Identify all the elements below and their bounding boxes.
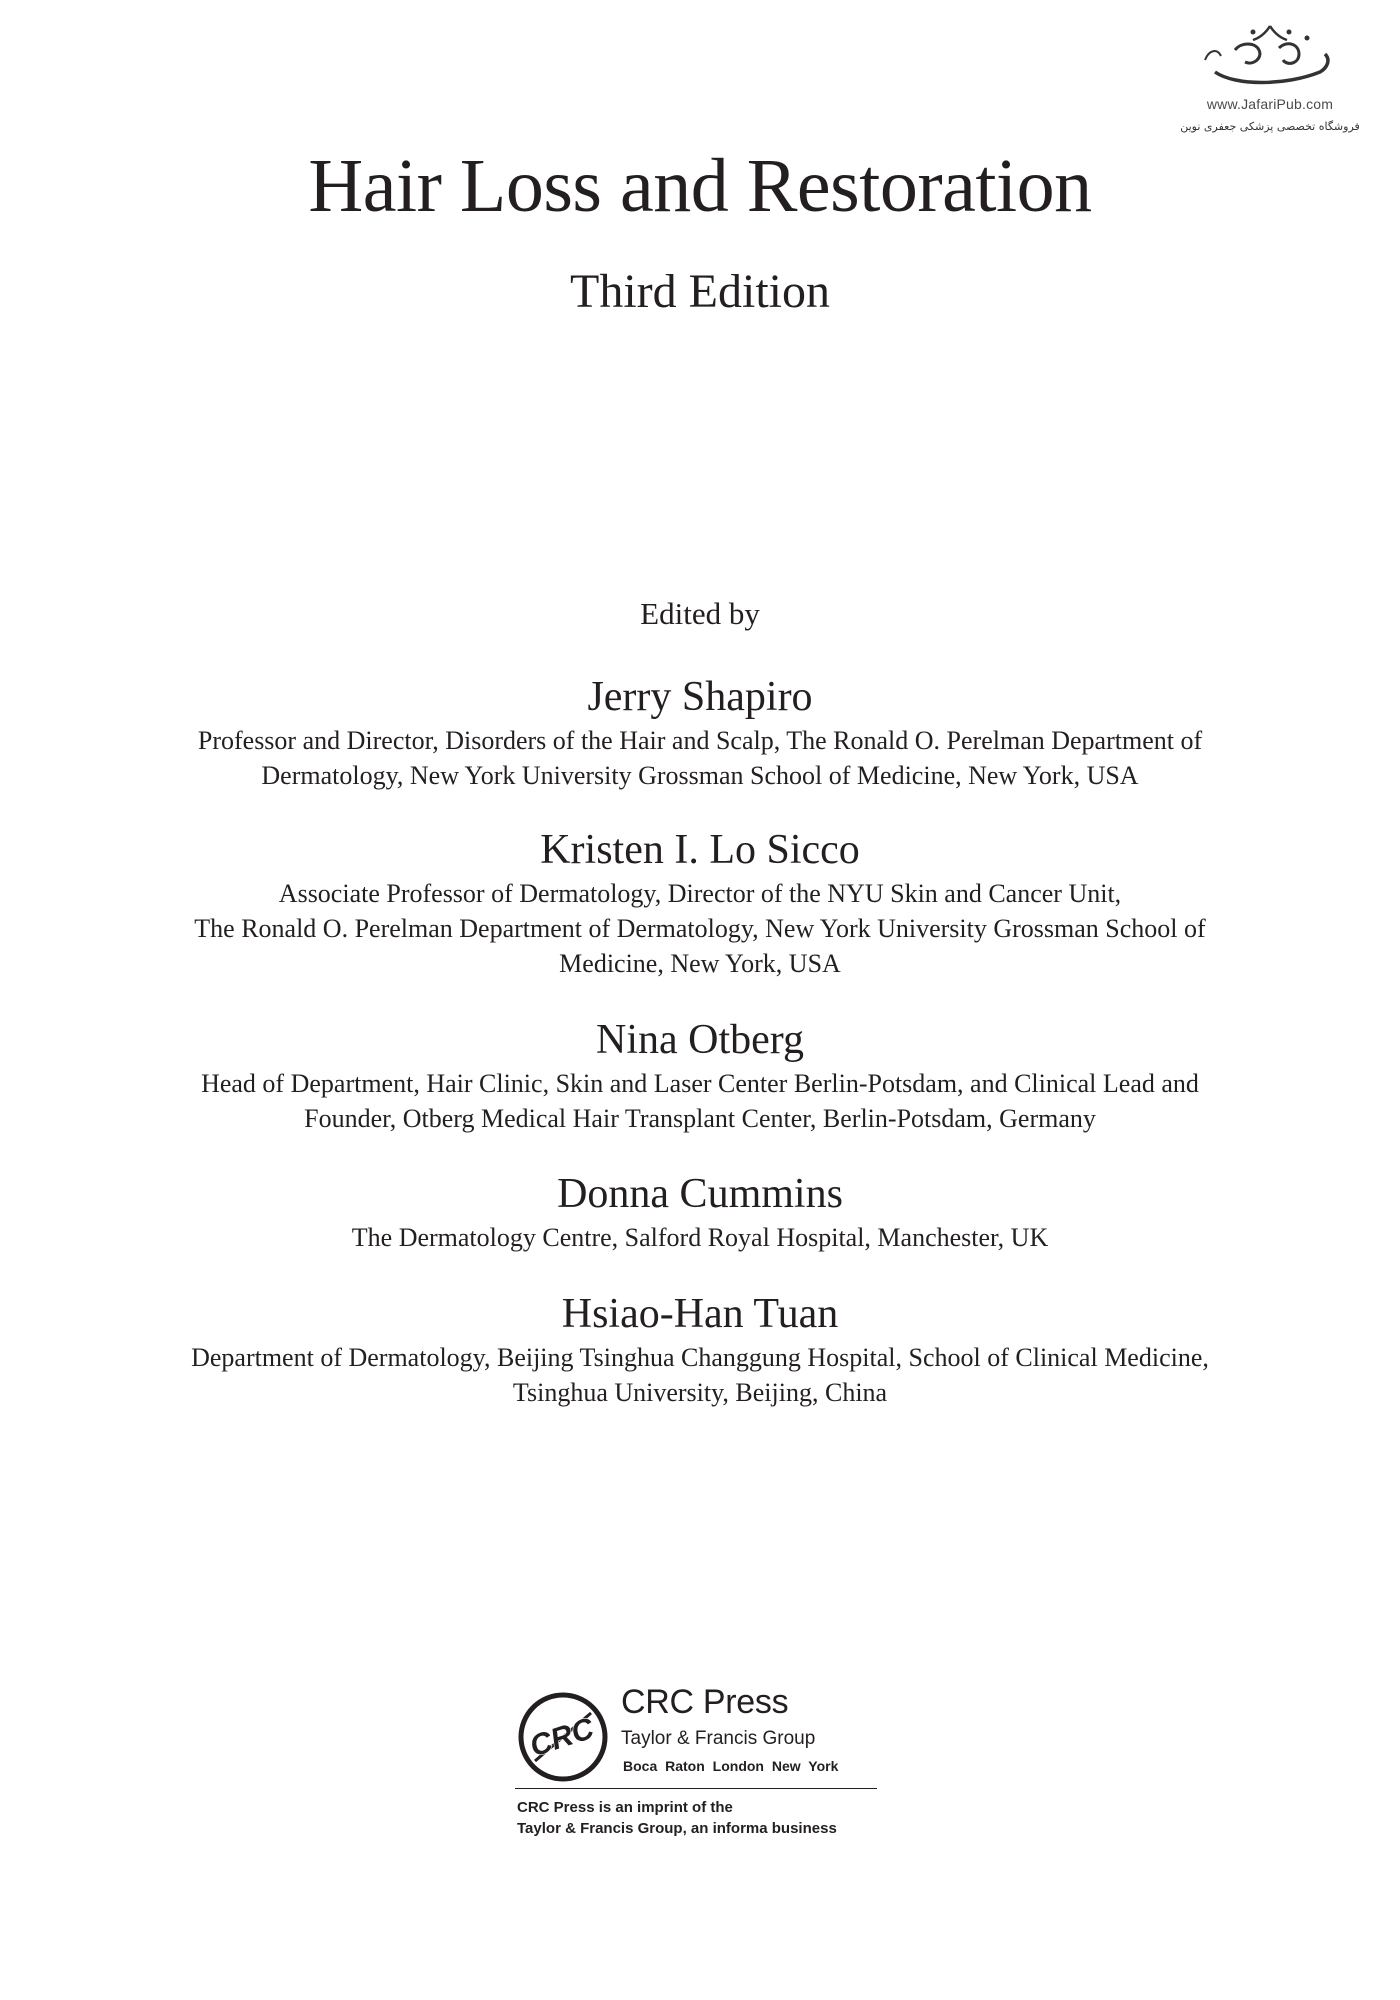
editor-name: Nina Otberg [595, 1017, 804, 1063]
publisher-name: CRC Press [621, 1683, 789, 1721]
editor-block [110, 826, 1290, 981]
editor-affiliation: Head of Department, Hair Clinic, Skin and Laser Center Berlin-Potsdam, and Clinical Lead and Founder, Otberg Medical Hair Transplant Center, Berlin-Potsdam, Germany [201, 1069, 1199, 1133]
publisher-imprint: CRC Press is an imprint of the Taylor & Francis Group, an informa business [517, 1799, 837, 1837]
crc-logo-text: CRC [525, 1711, 598, 1764]
edited-by-label: Edited by [640, 596, 760, 631]
editor-block [110, 1170, 1290, 1255]
publisher-divider [515, 1788, 877, 1789]
editor-affiliation: Department of Dermatology, Beijing Tsinghua Changgung Hospital, School of Clinical Medicine, Tsinghua University, Beijing, China [191, 1343, 1209, 1407]
editor-block [110, 673, 1290, 793]
crc-logo-icon [515, 1689, 611, 1785]
editor-affiliation: Associate Professor of Dermatology, Director of the NYU Skin and Cancer Unit, The Ronald O. Perelman Department of Dermatology, New York University Grossman School of Medicine, New York, USA [194, 879, 1206, 978]
watermark-tagline: فروشگاه تخصصی پزشکی جعفری نوین [1180, 120, 1360, 133]
publisher-block [515, 1685, 885, 1855]
editor-block [110, 1016, 1290, 1136]
book-edition: Third Edition [570, 265, 830, 318]
editor-name: Jerry Shapiro [587, 674, 813, 720]
editor-name: Hsiao-Han Tuan [561, 1291, 839, 1337]
book-title: Hair Loss and Restoration [308, 144, 1092, 228]
editor-affiliation: Professor and Director, Disorders of the Hair and Scalp, The Ronald O. Perelman Department of Dermatology, New York University Grossman School of Medicine, New York, USA [197, 726, 1203, 790]
publisher-cities: Boca Raton London New York [623, 1758, 839, 1774]
editor-name: Kristen I. Lo Sicco [540, 827, 860, 873]
editor-name: Donna Cummins [557, 1171, 843, 1217]
editor-affiliation: The Dermatology Centre, Salford Royal Hospital, Manchester, UK [351, 1223, 1049, 1252]
editor-block [110, 1290, 1290, 1410]
jafaripub-logo-icon [1195, 20, 1345, 98]
watermark-url: www.JafariPub.com [1206, 96, 1334, 112]
publisher-group: Taylor & Francis Group [621, 1728, 816, 1749]
watermark-logo [1160, 20, 1380, 155]
